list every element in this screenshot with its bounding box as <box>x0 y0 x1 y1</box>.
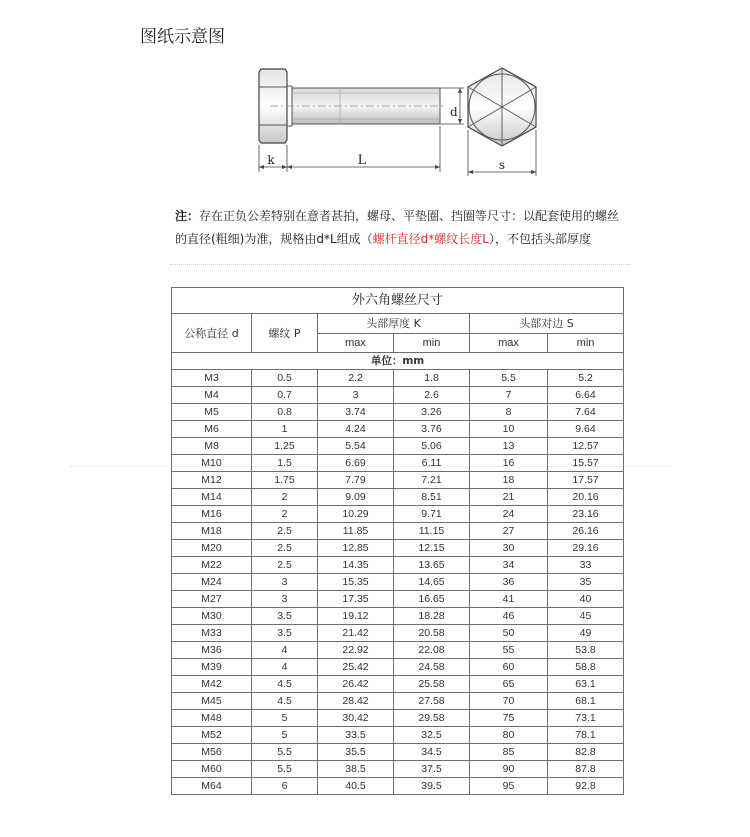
cell-k-max: 9.09 <box>318 489 394 506</box>
cell-pitch: 2 <box>252 506 318 523</box>
cell-diameter: M52 <box>172 727 252 744</box>
cell-k-min: 16.65 <box>394 591 470 608</box>
cell-s-max: 60 <box>470 659 548 676</box>
cell-k-max: 15.35 <box>318 574 394 591</box>
cell-k-max: 19.12 <box>318 608 394 625</box>
table-row <box>172 608 624 625</box>
cell-k-max: 11.85 <box>318 523 394 540</box>
cell-diameter: M16 <box>172 506 252 523</box>
cell-diameter: M27 <box>172 591 252 608</box>
table-row <box>172 438 624 455</box>
cell-s-min: 5.2 <box>548 370 624 387</box>
cell-s-min: 40 <box>548 591 624 608</box>
cell-diameter: M45 <box>172 693 252 710</box>
cell-s-min: 15.57 <box>548 455 624 472</box>
cell-s-max: 18 <box>470 472 548 489</box>
cell-s-min: 92.8 <box>548 778 624 795</box>
cell-s-min: 23.16 <box>548 506 624 523</box>
cell-s-min: 26.16 <box>548 523 624 540</box>
cell-diameter: M33 <box>172 625 252 642</box>
table-row <box>172 387 624 404</box>
cell-s-max: 16 <box>470 455 548 472</box>
cell-diameter: M12 <box>172 472 252 489</box>
cell-s-max: 95 <box>470 778 548 795</box>
cell-k-min: 5.06 <box>394 438 470 455</box>
cell-k-min: 24.58 <box>394 659 470 676</box>
table-row <box>172 659 624 676</box>
cell-pitch: 3.5 <box>252 608 318 625</box>
cell-s-min: 35 <box>548 574 624 591</box>
cell-s-min: 9.64 <box>548 421 624 438</box>
table-row <box>172 472 624 489</box>
cell-k-max: 21.42 <box>318 625 394 642</box>
cell-k-max: 4.24 <box>318 421 394 438</box>
cell-diameter: M48 <box>172 710 252 727</box>
note <box>175 205 620 251</box>
cell-diameter: M42 <box>172 676 252 693</box>
cell-pitch: 6 <box>252 778 318 795</box>
cell-diameter: M36 <box>172 642 252 659</box>
table-row <box>172 455 624 472</box>
table-row <box>172 591 624 608</box>
cell-diameter: M22 <box>172 557 252 574</box>
cell-s-max: 10 <box>470 421 548 438</box>
cell-diameter: M39 <box>172 659 252 676</box>
cell-s-max: 80 <box>470 727 548 744</box>
table-row <box>172 642 624 659</box>
cell-k-max: 26.42 <box>318 676 394 693</box>
cell-k-min: 20.58 <box>394 625 470 642</box>
cell-diameter: M14 <box>172 489 252 506</box>
cell-s-min: 87.8 <box>548 761 624 778</box>
cell-k-max: 14.35 <box>318 557 394 574</box>
cell-k-max: 7.79 <box>318 472 394 489</box>
cell-s-max: 90 <box>470 761 548 778</box>
cell-s-max: 41 <box>470 591 548 608</box>
header-diameter: 公称直径 d <box>172 314 252 353</box>
cell-diameter: M18 <box>172 523 252 540</box>
cell-k-max: 12.85 <box>318 540 394 557</box>
cell-k-min: 34.5 <box>394 744 470 761</box>
table-row <box>172 676 624 693</box>
cell-s-min: 58.8 <box>548 659 624 676</box>
cell-diameter: M8 <box>172 438 252 455</box>
cell-k-max: 3.74 <box>318 404 394 421</box>
cell-pitch: 5.5 <box>252 744 318 761</box>
table-row <box>172 557 624 574</box>
cell-pitch: 0.8 <box>252 404 318 421</box>
header-k-max: max <box>318 334 394 353</box>
cell-s-max: 5.5 <box>470 370 548 387</box>
cell-k-max: 40.5 <box>318 778 394 795</box>
cell-k-max: 10.29 <box>318 506 394 523</box>
cell-diameter: M64 <box>172 778 252 795</box>
cell-k-max: 25.42 <box>318 659 394 676</box>
cell-k-min: 18.28 <box>394 608 470 625</box>
cell-pitch: 2.5 <box>252 523 318 540</box>
cell-diameter: M10 <box>172 455 252 472</box>
cell-pitch: 1 <box>252 421 318 438</box>
cell-diameter: M24 <box>172 574 252 591</box>
cell-k-min: 3.76 <box>394 421 470 438</box>
cell-s-max: 34 <box>470 557 548 574</box>
cell-k-min: 39.5 <box>394 778 470 795</box>
table-row <box>172 421 624 438</box>
cell-pitch: 4 <box>252 642 318 659</box>
bolt-end-view <box>468 68 536 176</box>
table-row <box>172 625 624 642</box>
cell-diameter: M3 <box>172 370 252 387</box>
cell-pitch: 5.5 <box>252 761 318 778</box>
cell-s-min: 7.64 <box>548 404 624 421</box>
cell-s-min: 68.1 <box>548 693 624 710</box>
cell-s-min: 20.16 <box>548 489 624 506</box>
cell-k-max: 38.5 <box>318 761 394 778</box>
cell-s-min: 82.8 <box>548 744 624 761</box>
cell-k-min: 13.65 <box>394 557 470 574</box>
note-highlight: 螺杆直径d*螺纹长度L <box>372 232 489 246</box>
hex-bolt-size-table <box>171 287 624 795</box>
cell-s-max: 13 <box>470 438 548 455</box>
cell-pitch: 1.25 <box>252 438 318 455</box>
table-row <box>172 693 624 710</box>
cell-k-min: 1.8 <box>394 370 470 387</box>
dim-d-label: d <box>450 105 458 119</box>
table-row <box>172 540 624 557</box>
cell-k-max: 3 <box>318 387 394 404</box>
cell-pitch: 2.5 <box>252 540 318 557</box>
cell-diameter: M30 <box>172 608 252 625</box>
dim-s-label: s <box>498 158 506 172</box>
cell-s-max: 7 <box>470 387 548 404</box>
cell-k-max: 5.54 <box>318 438 394 455</box>
cell-s-max: 65 <box>470 676 548 693</box>
cell-k-min: 32.5 <box>394 727 470 744</box>
cell-k-max: 22.92 <box>318 642 394 659</box>
table-row <box>172 778 624 795</box>
cell-k-min: 37.5 <box>394 761 470 778</box>
cell-s-max: 75 <box>470 710 548 727</box>
cell-diameter: M60 <box>172 761 252 778</box>
table-row <box>172 744 624 761</box>
cell-pitch: 2.5 <box>252 557 318 574</box>
cell-pitch: 4 <box>252 659 318 676</box>
cell-s-max: 36 <box>470 574 548 591</box>
cell-pitch: 3.5 <box>252 625 318 642</box>
cell-s-max: 50 <box>470 625 548 642</box>
cell-k-min: 3.26 <box>394 404 470 421</box>
cell-s-min: 33 <box>548 557 624 574</box>
cell-s-max: 46 <box>470 608 548 625</box>
header-head-s: 头部对边 S <box>470 314 624 334</box>
cell-s-min: 53.8 <box>548 642 624 659</box>
cell-pitch: 2 <box>252 489 318 506</box>
cell-pitch: 5 <box>252 727 318 744</box>
cell-k-max: 6.69 <box>318 455 394 472</box>
cell-k-max: 17.35 <box>318 591 394 608</box>
divider <box>170 264 630 265</box>
cell-s-min: 12.57 <box>548 438 624 455</box>
cell-k-min: 25.58 <box>394 676 470 693</box>
header-s-min: min <box>548 334 624 353</box>
cell-diameter: M20 <box>172 540 252 557</box>
cell-k-min: 8.51 <box>394 489 470 506</box>
cell-k-min: 2.6 <box>394 387 470 404</box>
cell-s-max: 55 <box>470 642 548 659</box>
cell-k-max: 33.5 <box>318 727 394 744</box>
table-row <box>172 506 624 523</box>
cell-s-min: 6.64 <box>548 387 624 404</box>
cell-k-min: 29.58 <box>394 710 470 727</box>
cell-s-max: 30 <box>470 540 548 557</box>
header-s-max: max <box>470 334 548 353</box>
cell-pitch: 4.5 <box>252 676 318 693</box>
cell-s-max: 24 <box>470 506 548 523</box>
header-head-k: 头部厚度 K <box>318 314 470 334</box>
cell-k-min: 22.08 <box>394 642 470 659</box>
table-row <box>172 761 624 778</box>
cell-k-min: 14.65 <box>394 574 470 591</box>
cell-diameter: M56 <box>172 744 252 761</box>
note-text-1: 存在正负公差特别在意者甚拍，螺母、平垫圈、挡圈等尺寸：以配套使用的螺丝的直径(粗细)为准，规格由d*L组成（ <box>175 209 620 246</box>
cell-pitch: 5 <box>252 710 318 727</box>
note-text-2: ），不包括头部厚度 <box>488 232 591 246</box>
table-caption: 外六角螺丝尺寸 <box>172 288 624 314</box>
cell-k-min: 7.21 <box>394 472 470 489</box>
table-row <box>172 727 624 744</box>
cell-s-max: 70 <box>470 693 548 710</box>
bolt-drawing <box>250 60 560 185</box>
cell-pitch: 3 <box>252 574 318 591</box>
cell-diameter: M4 <box>172 387 252 404</box>
cell-k-max: 30.42 <box>318 710 394 727</box>
cell-k-min: 27.58 <box>394 693 470 710</box>
cell-s-max: 21 <box>470 489 548 506</box>
table-row <box>172 489 624 506</box>
cell-k-min: 11.15 <box>394 523 470 540</box>
unit-row: 单位：mm <box>172 353 624 370</box>
cell-k-min: 12.15 <box>394 540 470 557</box>
cell-s-min: 45 <box>548 608 624 625</box>
cell-pitch: 4.5 <box>252 693 318 710</box>
cell-s-min: 63.1 <box>548 676 624 693</box>
table-row <box>172 404 624 421</box>
cell-pitch: 1.75 <box>252 472 318 489</box>
cell-pitch: 3 <box>252 591 318 608</box>
cell-k-min: 9.71 <box>394 506 470 523</box>
cell-s-min: 17.57 <box>548 472 624 489</box>
bolt-side-view <box>259 69 464 172</box>
cell-s-max: 85 <box>470 744 548 761</box>
table-row <box>172 370 624 387</box>
cell-k-min: 6.11 <box>394 455 470 472</box>
cell-diameter: M5 <box>172 404 252 421</box>
cell-pitch: 1.5 <box>252 455 318 472</box>
header-pitch: 螺纹 P <box>252 314 318 353</box>
table-row <box>172 523 624 540</box>
note-prefix: 注： <box>175 209 200 223</box>
cell-diameter: M6 <box>172 421 252 438</box>
cell-s-min: 78.1 <box>548 727 624 744</box>
page-title: 图纸示意图 <box>140 27 225 47</box>
dim-L-label: L <box>357 153 367 168</box>
cell-s-max: 8 <box>470 404 548 421</box>
cell-pitch: 0.5 <box>252 370 318 387</box>
cell-s-min: 73.1 <box>548 710 624 727</box>
cell-k-max: 2.2 <box>318 370 394 387</box>
cell-pitch: 0.7 <box>252 387 318 404</box>
cell-k-max: 28.42 <box>318 693 394 710</box>
header-k-min: min <box>394 334 470 353</box>
cell-s-min: 49 <box>548 625 624 642</box>
cell-s-max: 27 <box>470 523 548 540</box>
table-row <box>172 710 624 727</box>
dim-k-label: k <box>267 153 275 167</box>
cell-k-max: 35.5 <box>318 744 394 761</box>
cell-s-min: 29.16 <box>548 540 624 557</box>
table-row <box>172 574 624 591</box>
